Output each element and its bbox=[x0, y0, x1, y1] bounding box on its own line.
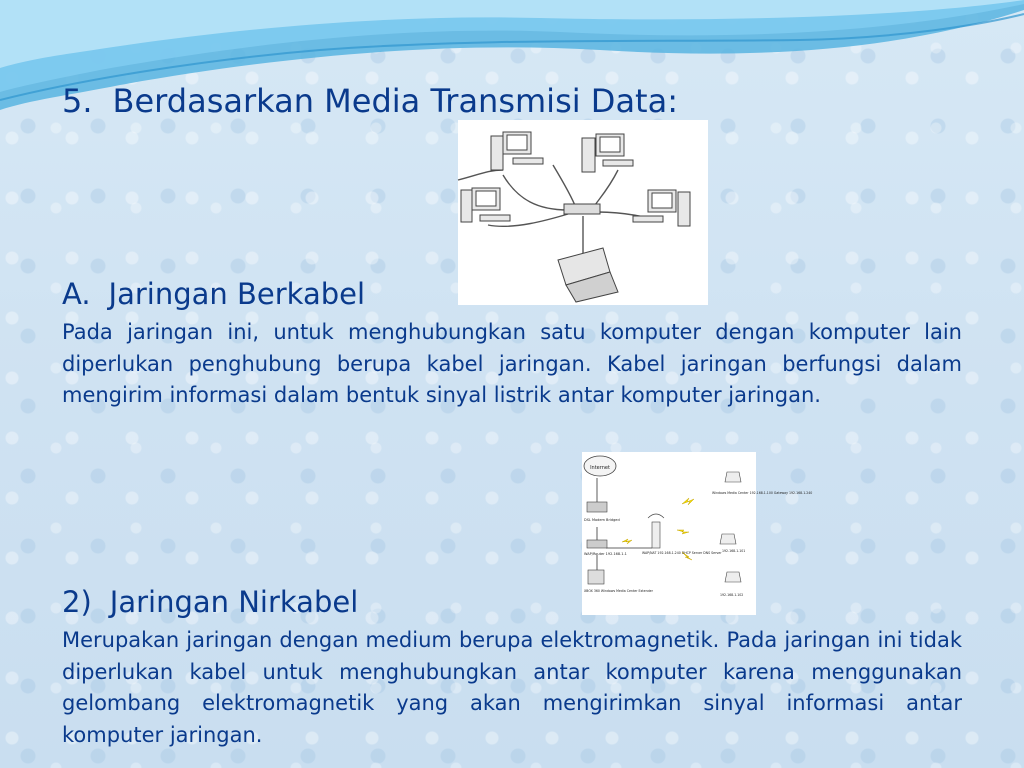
internet-label: Internet bbox=[590, 465, 610, 471]
router-label: WAP/Router 192.168.1.1 bbox=[584, 552, 627, 556]
heading-wireless-text: Jaringan Nirkabel bbox=[109, 585, 359, 619]
wired-network-illustration bbox=[458, 120, 708, 305]
wired-network-image bbox=[458, 120, 708, 305]
laptop-1-label: Windows Media Center 192.168.1.100 Gateway 192.168.1.240 bbox=[712, 491, 813, 495]
heading-wireless-number: 2) bbox=[62, 585, 92, 619]
title-number: 5. bbox=[62, 82, 93, 120]
slide-title bbox=[62, 82, 678, 120]
wireless-description: Merupakan jaringan dengan medium berupa elektromagnetik. Pada jaringan ini tidak diperlukan kabel untuk menghubungkan antar komputer karena menggunakan gelombang elektromagnetik yang akan mengirimkan sinyal informasi antar komputer jaringan. bbox=[62, 628, 962, 747]
heading-wireless bbox=[62, 585, 358, 619]
wireless-network-image bbox=[582, 452, 813, 615]
xbox-label: XBOX 360 Windows Media Center Extender bbox=[584, 589, 653, 593]
heading-wired bbox=[62, 277, 365, 311]
modem-label: DSL Modem Bridged bbox=[584, 518, 620, 522]
laptop-3-label: 192.168.1.102 bbox=[720, 593, 744, 597]
title-text: Berdasarkan Media Transmisi Data: bbox=[112, 82, 678, 120]
wap-label: WAP/NAT 192.168.1.240 DHCP Server DNS Server bbox=[642, 551, 722, 555]
heading-wired-text: Jaringan Berkabel bbox=[108, 277, 366, 311]
heading-wired-number: A. bbox=[62, 277, 91, 311]
laptop-2-label: 192.168.1.101 bbox=[722, 549, 746, 553]
wired-description: Pada jaringan ini, untuk menghubungkan satu komputer dengan komputer lain diperlukan penghubung berupa kabel jaringan. Kabel jaringan berfungsi dalam mengirim informasi dalam bentuk sinyal listrik antar komputer jaringan. bbox=[62, 320, 962, 407]
wireless-network-illustration bbox=[582, 452, 813, 615]
